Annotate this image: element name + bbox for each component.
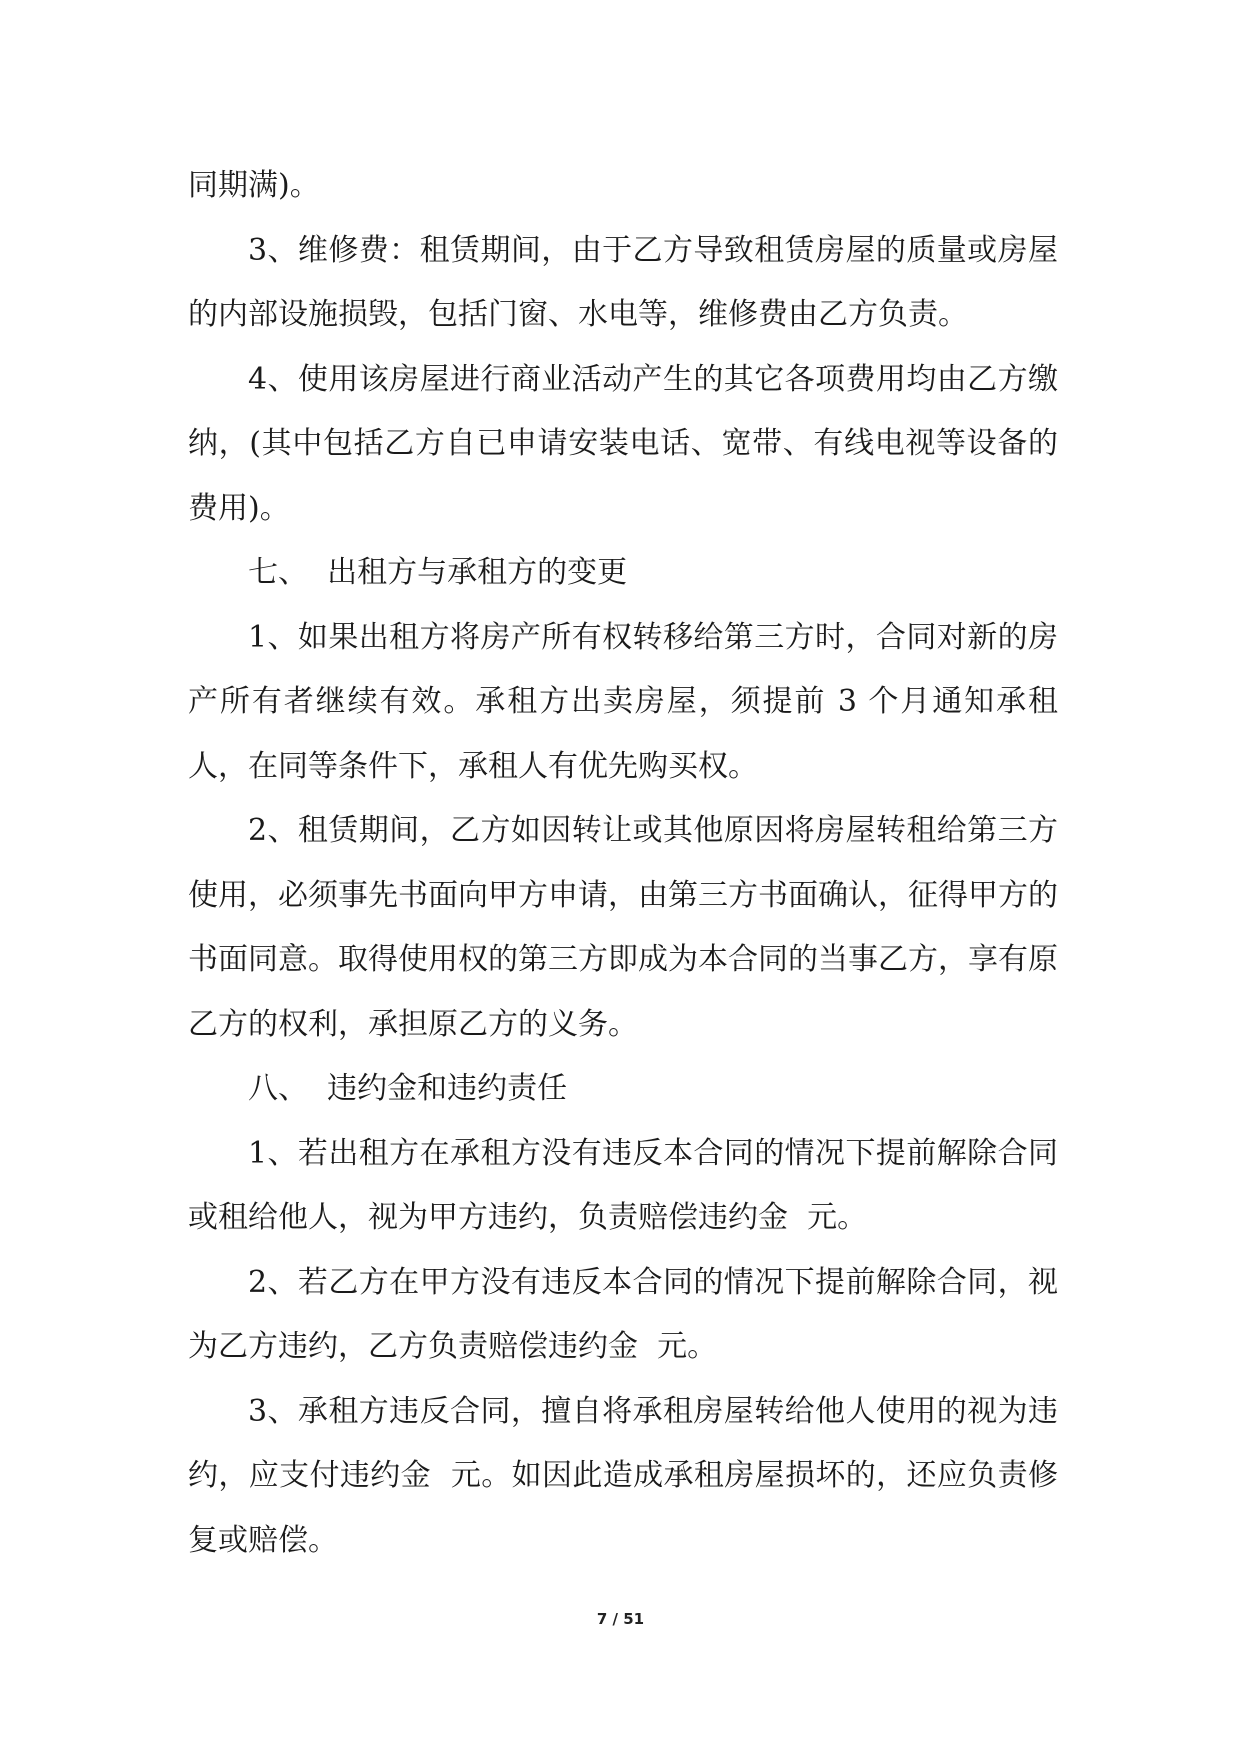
paragraph-business-costs: 4、使用该房屋进行商业活动产生的其它各项费用均由乙方缴纳，(其中包括乙方自已申请安装电话、宽带、有线电视等设备的费用)。: [188, 361, 1058, 526]
paragraph-unauthorized-transfer: 3、承租方违反合同，擅自将承租房屋转给他人使用的视为违约，应支付违约金 元。如因此造成承租房屋损坏的，还应负责修复或赔偿。: [188, 1393, 1058, 1558]
paragraph-continuation: 同期满)。: [188, 168, 320, 203]
paragraph-lessor-breach: 1、若出租方在承租方没有违反本合同的情况下提前解除合同或租给他人，视为甲方违约，负责赔偿违约金 元。: [188, 1135, 1058, 1235]
paragraph-ownership-transfer: 1、如果出租方将房产所有权转移给第三方时，合同对新的房产所有者继续有效。承租方出卖房屋，须提前 3 个月通知承租人，在同等条件下，承租人有优先购买权。: [188, 619, 1058, 784]
section-heading-7: 七、 出租方与承租方的变更: [248, 555, 628, 590]
paragraph-lessee-breach: 2、若乙方在甲方没有违反本合同的情况下提前解除合同，视为乙方违约，乙方负责赔偿违约金 元。: [188, 1264, 1058, 1364]
paragraph-sublease: 2、租赁期间，乙方如因转让或其他原因将房屋转租给第三方使用，必须事先书面向甲方申请，由第三方书面确认，征得甲方的书面同意。取得使用权的第三方即成为本合同的当事乙方，享有原乙方的权利，承担原乙方的义务。: [188, 813, 1058, 1042]
document-body: [188, 154, 1058, 1573]
page-number: 7 / 51: [596, 1610, 645, 1628]
section-heading-8: 八、 违约金和违约责任: [248, 1071, 568, 1106]
paragraph-maintenance-fee: 3、维修费：租赁期间，由于乙方导致租赁房屋的质量或房屋的内部设施损毁，包括门窗、水电等，维修费由乙方负责。: [188, 232, 1058, 332]
